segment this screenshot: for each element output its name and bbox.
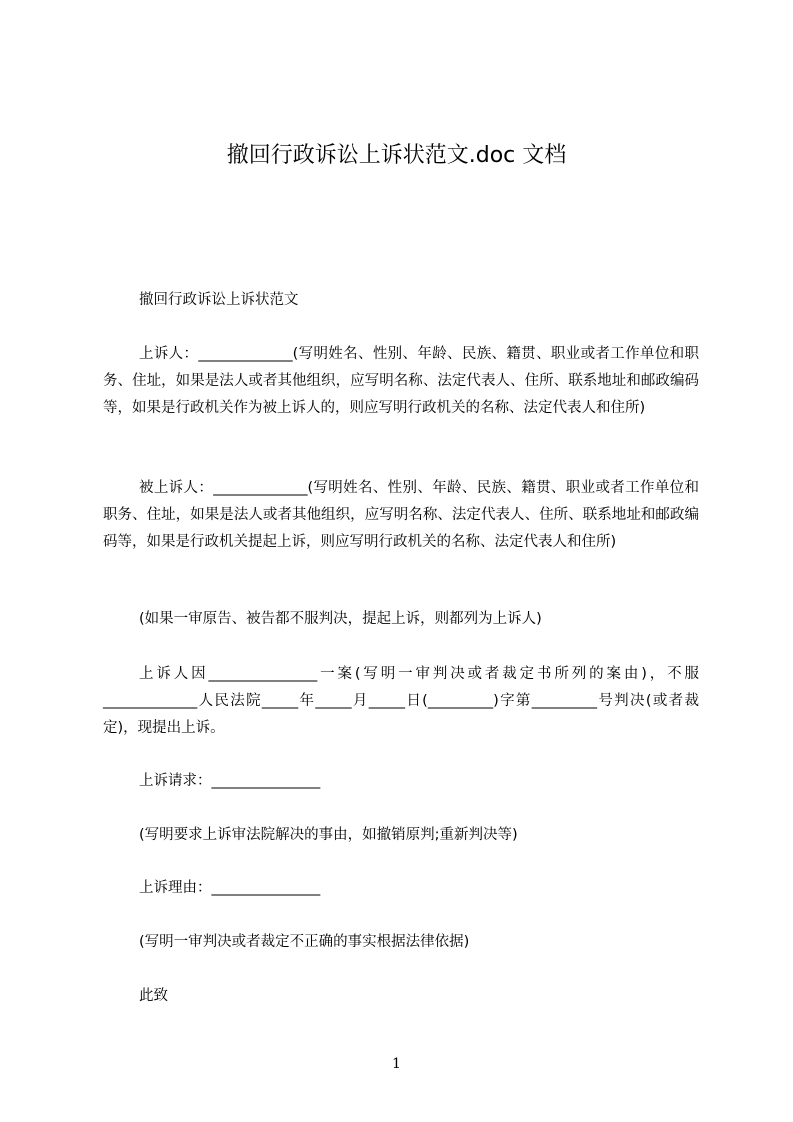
appeal-grounds-note: (写明一审判决或者裁定不正确的事实根据法律依据) — [139, 934, 470, 950]
appeal-request-field: 上诉请求：_______________ — [139, 773, 321, 789]
page-number: 1 — [392, 1056, 401, 1072]
appeal-request-note: (写明要求上诉审法院解决的事由，如撤销原判;重新判决等) — [139, 827, 518, 843]
appellee-paragraph: 被上诉人：_____________(写明姓名、性别、年龄、民族、籍贯、职业或者工作单位和职务、住址，如果是法人或者其他组织，应写明名称、法定代表人、住所、联系地址和邮政编码等，如果是行政机关提起上诉，则应写明行政机关的名称、法定代表人和住所) — [103, 480, 699, 550]
both-parties-note: (如果一审原告、被告都不服判决，提起上诉，则都列为上诉人) — [139, 611, 542, 627]
appeal-reason-paragraph: 上诉人因_______________一案(写明一审判决或者裁定书所列的案由)，不服_____________人民法院_____年_____月_____日(_________)字第_________号判决(或者裁定)，现提出上诉。 — [103, 666, 699, 736]
appellant-paragraph: 上诉人：_____________(写明姓名、性别、年龄、民族、籍贯、职业或者工作单位和职务、住址，如果是法人或者其他组织，应写明名称、法定代表人、住所、联系地址和邮政编码等，如果是行政机关作为被上诉人的，则应写明行政机关的名称、法定代表人和住所) — [103, 346, 699, 416]
document-subtitle: 撤回行政诉讼上诉状范文 — [139, 292, 299, 308]
document-title: 撤回行政诉讼上诉状范文.doc 文档 — [226, 143, 567, 168]
appeal-grounds-field: 上诉理由：_______________ — [139, 880, 321, 896]
closing-salutation: 此致 — [139, 988, 168, 1004]
